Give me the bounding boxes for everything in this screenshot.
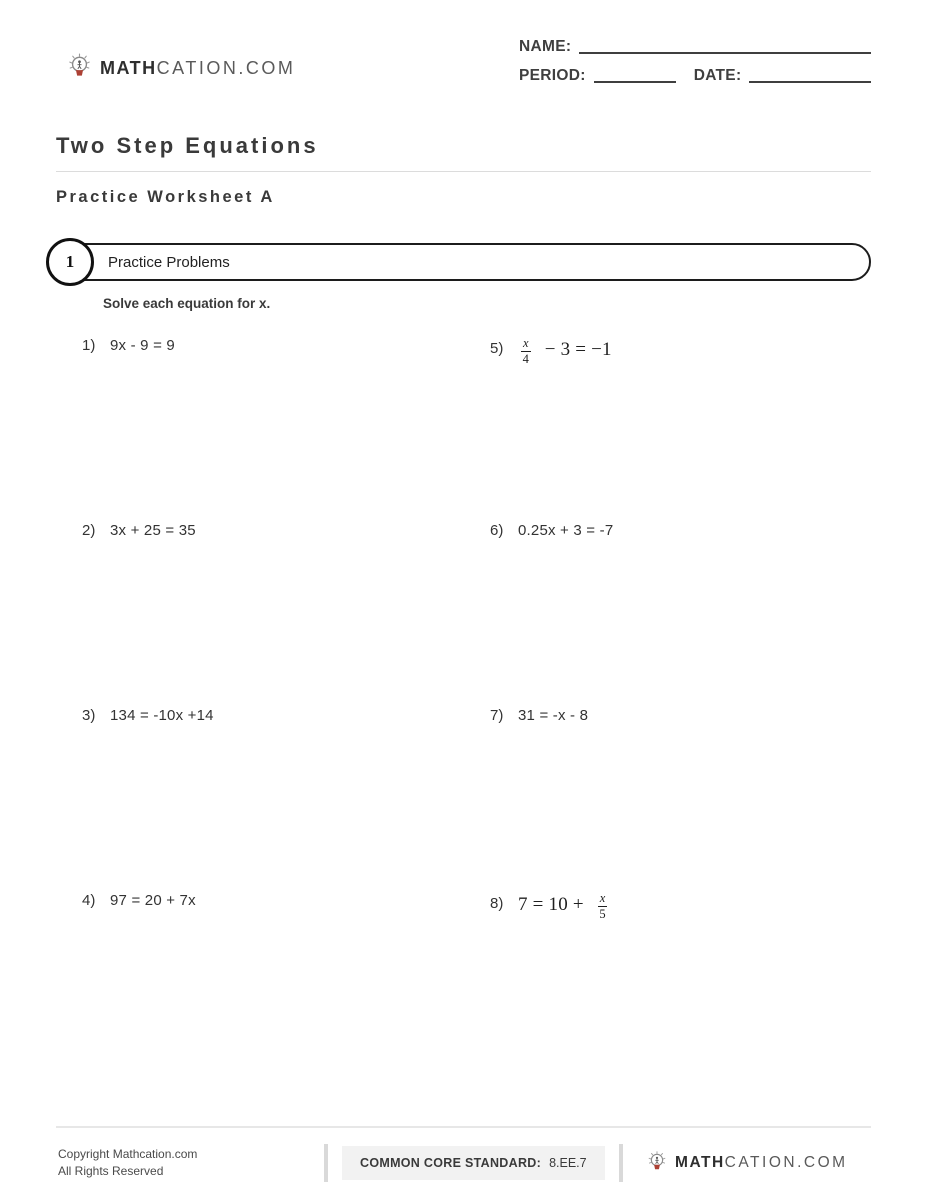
equation-rest: − 3 = −1 <box>544 338 612 360</box>
fraction-denominator: 5 <box>599 906 606 921</box>
problem-item-6 <box>490 522 871 707</box>
problem-item-7 <box>490 707 871 892</box>
problem-item-8 <box>490 892 871 1077</box>
problem-equation: 31 = -x - 8 <box>518 707 589 724</box>
lightbulb-icon <box>646 1150 668 1177</box>
logo-text-light: CATION.COM <box>724 1154 848 1171</box>
problem-equation <box>518 337 612 365</box>
logo-text-light: CATION.COM <box>156 57 296 78</box>
period-field-line <box>594 68 676 84</box>
lightbulb-icon <box>66 52 93 84</box>
problem-number: 3) <box>82 707 96 724</box>
name-field-line <box>579 39 871 55</box>
fraction <box>521 337 531 365</box>
copyright <box>56 1146 324 1181</box>
problem-item-3 <box>82 707 490 892</box>
date-field-line <box>749 68 871 84</box>
fraction-numerator: x <box>523 336 529 350</box>
fraction <box>598 892 608 920</box>
problem-item-1 <box>82 337 490 522</box>
page-title: Two Step Equations <box>56 133 319 158</box>
problems-grid <box>82 337 871 1077</box>
period-label: PERIOD: <box>519 67 586 84</box>
worksheet-subtitle: Practice Worksheet A <box>56 188 275 206</box>
problem-equation: 0.25x + 3 = -7 <box>518 522 614 539</box>
standard-value: 8.EE.7 <box>549 1156 587 1170</box>
common-core-standard-box <box>342 1146 605 1180</box>
section-title: Practice Problems <box>108 253 230 271</box>
problem-equation <box>518 892 610 920</box>
problem-equation: 134 = -10x +14 <box>110 707 214 724</box>
logo-text-bold: MATH <box>100 57 157 78</box>
date-label: DATE: <box>693 67 742 84</box>
copyright-line-2: All Rights Reserved <box>58 1164 164 1178</box>
title-divider <box>56 171 871 172</box>
problem-equation: 97 = 20 + 7x <box>110 892 196 909</box>
equation-start: 7 = 10 + <box>518 893 584 915</box>
problem-item-5 <box>490 337 871 522</box>
section-title-pill <box>50 243 871 281</box>
footer-mathcation-logo <box>646 1150 848 1177</box>
problem-item-4 <box>82 892 490 1077</box>
instructions: Solve each equation for x. <box>103 296 271 311</box>
logo-text-bold: MATH <box>675 1154 725 1171</box>
name-label: NAME: <box>519 38 572 55</box>
mathcation-logo <box>66 52 295 84</box>
fraction-denominator: 4 <box>522 351 530 366</box>
section-header <box>50 243 871 281</box>
fraction-numerator: x <box>599 891 606 905</box>
problem-number: 1) <box>82 337 96 354</box>
section-number: 1 <box>65 252 75 271</box>
problem-number: 4) <box>82 892 96 909</box>
period-date-row <box>519 67 871 85</box>
copyright-line-1: Copyright Mathcation.com <box>58 1146 198 1161</box>
student-info-block <box>519 38 871 85</box>
problem-item-2 <box>82 522 490 707</box>
name-field-row <box>519 38 871 56</box>
logo-text <box>675 1154 848 1172</box>
problem-number: 7) <box>490 707 504 724</box>
problem-equation: 3x + 25 = 35 <box>110 522 196 539</box>
logo-text <box>100 58 295 79</box>
standard-label: COMMON CORE STANDARD: <box>360 1156 542 1170</box>
problem-number: 6) <box>490 522 504 539</box>
problem-number: 5) <box>490 340 504 357</box>
header <box>56 38 871 85</box>
problem-equation: 9x - 9 = 9 <box>110 337 175 354</box>
problem-number: 2) <box>82 522 96 539</box>
section-number-badge <box>46 238 94 286</box>
problem-number: 8) <box>490 895 504 912</box>
vertical-divider-left <box>324 1144 328 1182</box>
footer <box>56 1126 871 1200</box>
